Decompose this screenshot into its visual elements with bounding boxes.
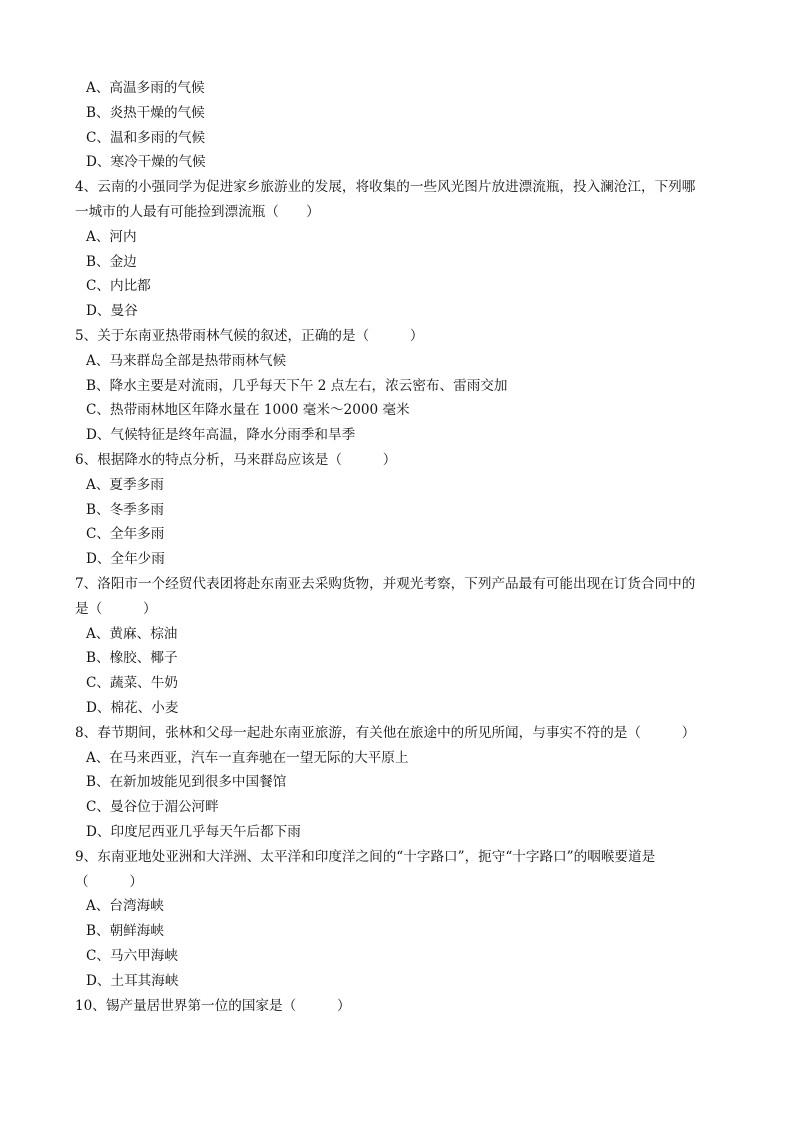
question-10-stem: 10、锡产量居世界第一位的国家是（ ） [75,997,351,1014]
option-a: A、黄麻、棕油 [86,625,178,642]
question-7-stem: 7、洛阳市一个经贸代表团将赴东南亚去采购货物，并观光考察，下列产品最有可能出现在订货合同中的 [75,576,696,592]
option-c: C、热带雨林地区年降水量在 1000 毫米～2000 毫米 [86,402,410,419]
question-7-stem-cont: 是（ ） [75,600,157,617]
option-b: B、在新加坡能见到很多中国餐馆 [86,774,287,791]
option-b: B、金边 [86,253,137,270]
option-a: A、在马来西亚，汽车一直奔驰在一望无际的大平原上 [86,749,409,766]
question-4-stem: 4、云南的小强同学为促进家乡旅游业的发展，将收集的一些风光图片放进漂流瓶，投入澜沧江，下列哪 [75,179,696,196]
option-a: A、夏季多雨 [86,476,164,493]
question-4-stem-cont: 一城市的人最有可能捡到漂流瓶（ ） [75,204,320,220]
option-c: C、内比都 [86,278,151,295]
option-a: A、马来群岛全部是热带雨林气候 [86,352,287,369]
option-c: C、曼谷位于湄公河畔 [86,799,219,816]
option-a: A、台湾海峡 [86,898,164,915]
option-b: B、炎热干燥的气候 [86,104,205,121]
option-d: D、全年少雨 [86,551,165,568]
question-9-stem: 9、东南亚地处亚洲和大洋洲、太平洋和印度洋之间的“十字路口”，扼守“十字路口”的咽喉要道是 [75,848,656,865]
question-8-stem: 8、春节期间，张林和父母一起赴东南亚旅游，有关他在旅途中的所见所闻，与事实不符的是（ ） [75,724,696,741]
option-d: D、曼谷 [86,303,138,320]
option-c: C、全年多雨 [86,526,165,543]
option-c: C、马六甲海峡 [86,948,178,964]
option-b: B、朝鲜海峡 [86,923,164,940]
question-6-stem: 6、根据降水的特点分析，马来群岛应该是（ ） [75,452,397,468]
option-a: A、高温多雨的气候 [86,80,205,96]
option-c: C、温和多雨的气候 [86,129,206,146]
option-d: D、土耳其海峡 [86,972,179,989]
option-d: D、寒冷干燥的气候 [86,154,206,171]
option-d: D、印度尼西亚几乎每天午后都下雨 [86,824,301,840]
question-9-stem-cont: （ ） [75,873,143,890]
option-b: B、冬季多雨 [86,501,164,518]
option-d: D、棉花、小麦 [86,700,179,716]
option-a: A、河内 [86,228,137,245]
question-5-stem: 5、关于东南亚热带雨林气候的叙述，正确的是（ ） [75,328,424,344]
option-b: B、橡胶、椰子 [86,650,178,667]
option-b: B、降水主要是对流雨，几乎每天下午 2 点左右，浓云密布、雷雨交加 [86,377,508,394]
option-d: D、气候特征是终年高温，降水分雨季和旱季 [86,427,356,444]
option-c: C、蔬菜、牛奶 [86,675,178,692]
